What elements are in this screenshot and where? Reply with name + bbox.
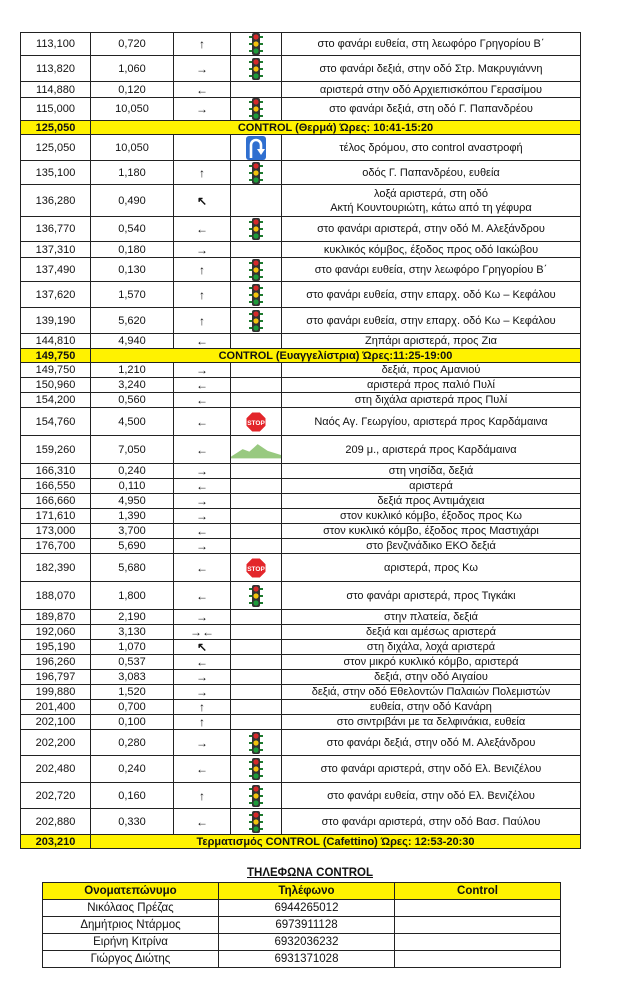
km-cell: 154,200 [21,393,91,408]
direction-arrow: ← [174,582,231,610]
route-row [21,161,581,185]
km-cell: 196,260 [21,655,91,670]
km-cell: 149,750 [21,363,91,378]
direction-arrow: ← [174,378,231,393]
traffic-light-icon [231,785,281,807]
roadbook-body [21,33,581,849]
distance-cell: 0,100 [91,715,174,730]
route-row [21,625,581,640]
traffic-light-icon [231,98,281,120]
phone-cell: 6973911128 [219,917,395,934]
km-cell: 171,610 [21,509,91,524]
direction-arrow: → [174,670,231,685]
route-row [21,334,581,349]
header-phone: Τηλέφωνο [219,883,395,900]
km-cell: 135,100 [21,161,91,185]
sign-icon-cell [231,539,282,554]
direction-arrow: ← [174,554,231,582]
distance-cell: 1,060 [91,56,174,82]
control-km: 203,210 [21,835,91,849]
sign-icon-cell [231,242,282,258]
sign-icon-cell [231,308,282,334]
direction-arrow: → [174,98,231,121]
phones-table [42,882,561,968]
instruction-cell: στη διχάλα αριστερά προς Πυλί [282,393,581,408]
route-row [21,464,581,479]
route-row [21,217,581,242]
km-cell: 154,760 [21,408,91,436]
control-km: 149,750 [21,349,91,363]
km-cell: 137,310 [21,242,91,258]
distance-cell: 0,180 [91,242,174,258]
distance-cell: 0,490 [91,185,174,217]
instruction-cell: κυκλικός κόμβος, έξοδος προς οδό Ιακώβου [282,242,581,258]
direction-arrow: ← [174,479,231,494]
km-cell: 196,797 [21,670,91,685]
instruction-cell: στο φανάρι αριστερά, στην οδό Βασ. Παύλου [282,809,581,835]
route-row [21,393,581,408]
sign-icon-cell [231,479,282,494]
sign-icon-cell [231,582,282,610]
distance-cell: 4,950 [91,494,174,509]
route-row [21,610,581,625]
route-row [21,582,581,610]
sign-icon-cell [231,436,282,464]
direction-arrow: →← [174,625,231,640]
u-turn-icon [231,136,281,160]
distance-cell: 2,190 [91,610,174,625]
distance-cell: 0,130 [91,258,174,282]
sign-icon-cell [231,185,282,217]
km-cell: 195,190 [21,640,91,655]
control-text: CONTROL (Ευαγγελίστρια) Ώρες:11:25-19:00 [91,349,581,363]
traffic-light-icon [231,811,281,833]
direction-arrow: → [174,509,231,524]
traffic-light-icon [231,758,281,780]
instruction-cell: δεξιά, προς Αμανιού [282,363,581,378]
distance-cell: 0,240 [91,756,174,783]
km-cell: 113,100 [21,33,91,56]
route-row [21,715,581,730]
sign-icon-cell [231,655,282,670]
sign-icon-cell [231,393,282,408]
direction-arrow: ← [174,82,231,98]
instruction-cell: Ζηπάρι αριστερά, προς Ζια [282,334,581,349]
sign-icon-cell [231,282,282,308]
km-cell: 176,700 [21,539,91,554]
sign-icon-cell [231,509,282,524]
direction-arrow: ← [174,655,231,670]
distance-cell: 10,050 [91,98,174,121]
phone-row [43,934,561,951]
traffic-light-icon [231,58,281,80]
route-row [21,509,581,524]
distance-cell: 10,050 [91,135,174,161]
direction-arrow: ← [174,809,231,835]
distance-cell: 0,110 [91,479,174,494]
km-cell: 173,000 [21,524,91,539]
distance-cell: 3,240 [91,378,174,393]
instruction-cell: στο φανάρι ευθεία, στην επαρχ. οδό Κω – Κεφάλου [282,282,581,308]
km-cell: 202,880 [21,809,91,835]
distance-cell: 7,050 [91,436,174,464]
distance-cell: 0,540 [91,217,174,242]
instruction-cell: στον μικρό κυκλικό κόμβο, αριστερά [282,655,581,670]
route-row [21,783,581,809]
direction-arrow: ↑ [174,308,231,334]
sign-icon-cell [231,98,282,121]
km-cell: 136,770 [21,217,91,242]
direction-arrow: → [174,539,231,554]
km-cell: 114,880 [21,82,91,98]
distance-cell: 1,800 [91,582,174,610]
route-row [21,494,581,509]
direction-arrow: ↑ [174,700,231,715]
phone-cell: 6932036232 [219,934,395,951]
distance-cell: 0,120 [91,82,174,98]
sign-icon-cell [231,554,282,582]
traffic-light-icon [231,310,281,332]
route-row [21,82,581,98]
direction-arrow: ↖ [174,185,231,217]
phone-cell: 6931371028 [219,951,395,968]
direction-arrow: ↑ [174,33,231,56]
sign-icon-cell [231,56,282,82]
km-cell: 166,310 [21,464,91,479]
route-row [21,554,581,582]
control-text: CONTROL (Θερμά) Ώρες: 10:41-15:20 [91,121,581,135]
instruction-cell: οδός Γ. Παπανδρέου, ευθεία [282,161,581,185]
km-cell: 150,960 [21,378,91,393]
instruction-cell: στο φανάρι ευθεία, στην λεωφόρο Γρηγορίου Β΄ [282,258,581,282]
km-cell: 166,550 [21,479,91,494]
direction-arrow: → [174,56,231,82]
km-cell: 136,280 [21,185,91,217]
svg-text:STOP: STOP [247,565,265,573]
route-row [21,363,581,378]
distance-cell: 1,070 [91,640,174,655]
instruction-cell: στο φανάρι ευθεία, στην οδό Ελ. Βενιζέλου [282,783,581,809]
distance-cell: 1,210 [91,363,174,378]
distance-cell: 0,700 [91,700,174,715]
name-cell: Ειρήνη Κιτρίνα [43,934,219,951]
sign-icon-cell [231,258,282,282]
instruction-cell: στο φανάρι ευθεία, στην επαρχ. οδό Κω – Κεφάλου [282,308,581,334]
sign-icon-cell [231,670,282,685]
instruction-cell: στο φανάρι δεξιά, στη οδό Γ. Παπανδρέου [282,98,581,121]
route-row [21,98,581,121]
direction-arrow: ↑ [174,258,231,282]
distance-cell: 4,500 [91,408,174,436]
phone-row [43,900,561,917]
km-cell: 113,820 [21,56,91,82]
instruction-cell: στο σιντριβάνι με τα δελφινάκια, ευθεία [282,715,581,730]
direction-arrow: ← [174,408,231,436]
sign-icon-cell [231,610,282,625]
direction-arrow: → [174,464,231,479]
km-cell: 139,190 [21,308,91,334]
header-name: Ονοματεπώνυμο [43,883,219,900]
distance-cell: 0,330 [91,809,174,835]
traffic-light-icon [231,284,281,306]
instruction-cell: αριστερά [282,479,581,494]
direction-arrow: ← [174,524,231,539]
sign-icon-cell [231,715,282,730]
sign-icon-cell [231,524,282,539]
direction-arrow: ↑ [174,715,231,730]
route-row [21,524,581,539]
direction-arrow: → [174,730,231,756]
traffic-light-icon [231,732,281,754]
traffic-light-icon [231,218,281,240]
sign-icon-cell [231,378,282,393]
route-row [21,258,581,282]
sign-icon-cell [231,33,282,56]
km-cell: 115,000 [21,98,91,121]
name-cell: Νικόλαος Πρέζας [43,900,219,917]
distance-cell: 0,240 [91,464,174,479]
direction-arrow: → [174,363,231,378]
direction-arrow: → [174,610,231,625]
sign-icon-cell [231,730,282,756]
instruction-cell: στον κυκλικό κόμβο, έξοδος προς Μαστιχάρι [282,524,581,539]
distance-cell: 3,700 [91,524,174,539]
km-cell: 144,810 [21,334,91,349]
name-cell: Γιώργος Διώτης [43,951,219,968]
phone-cell: 6944265012 [219,900,395,917]
route-row [21,685,581,700]
sign-icon-cell [231,363,282,378]
route-row [21,308,581,334]
route-row [21,479,581,494]
route-row [21,730,581,756]
direction-arrow: ↑ [174,783,231,809]
distance-cell: 1,180 [91,161,174,185]
distance-cell: 4,940 [91,334,174,349]
instruction-cell: στο φανάρι αριστερά, στην οδό Ελ. Βενιζέλου [282,756,581,783]
traffic-light-icon [231,162,281,184]
instruction-cell: αριστερά προς παλιό Πυλί [282,378,581,393]
control-km: 125,050 [21,121,91,135]
route-row [21,33,581,56]
phones-body [43,900,561,968]
sign-icon-cell [231,783,282,809]
route-row [21,655,581,670]
direction-arrow: ← [174,756,231,783]
control-row [21,121,581,135]
km-cell: 199,880 [21,685,91,700]
route-row [21,135,581,161]
km-cell: 137,620 [21,282,91,308]
sign-icon-cell [231,494,282,509]
km-cell: 202,200 [21,730,91,756]
sign-icon-cell [231,700,282,715]
km-cell: 182,390 [21,554,91,582]
control-row [21,349,581,363]
sign-icon-cell [231,82,282,98]
stop-sign-icon [231,411,281,433]
direction-arrow: ↑ [174,161,231,185]
direction-arrow: ← [174,334,231,349]
control-text: Τερματισμός CONTROL (Cafettino) Ώρες: 12:53-20:30 [91,835,581,849]
km-cell: 202,480 [21,756,91,783]
traffic-light-icon [231,585,281,607]
name-cell: Δημήτριος Ντάρμος [43,917,219,934]
direction-arrow: → [174,494,231,509]
instruction-cell: 209 μ., αριστερά προς Καρδάμαινα [282,436,581,464]
route-row [21,378,581,393]
sign-icon-cell [231,685,282,700]
sign-icon-cell [231,334,282,349]
sign-icon-cell [231,640,282,655]
km-cell: 125,050 [21,135,91,161]
phone-row [43,951,561,968]
route-row [21,809,581,835]
direction-arrow: ← [174,393,231,408]
control-row [21,835,581,849]
distance-cell: 5,690 [91,539,174,554]
control-cell [395,900,561,917]
direction-arrow [174,135,231,161]
instruction-cell: στο φανάρι δεξιά, στην οδό Στρ. Μακρυγιάννη [282,56,581,82]
instruction-cell: στη διχάλα, λοχά αριστερά [282,640,581,655]
route-row [21,242,581,258]
km-cell: 166,660 [21,494,91,509]
header-control: Control [395,883,561,900]
route-row [21,756,581,783]
km-cell: 201,400 [21,700,91,715]
phone-row [43,917,561,934]
distance-cell: 0,280 [91,730,174,756]
control-cell [395,917,561,934]
direction-arrow: ← [174,217,231,242]
instruction-cell: δεξιά, στην οδό Εθελοντών Παλαιών Πολεμιστών [282,685,581,700]
hill-icon [231,440,281,460]
km-cell: 159,260 [21,436,91,464]
sign-icon-cell [231,756,282,783]
distance-cell: 5,620 [91,308,174,334]
km-cell: 188,070 [21,582,91,610]
route-row [21,282,581,308]
instruction-cell: στην πλατεία, δεξιά [282,610,581,625]
direction-arrow: ↑ [174,282,231,308]
distance-cell: 3,083 [91,670,174,685]
km-cell: 192,060 [21,625,91,640]
control-cell [395,934,561,951]
instruction-cell: στο φανάρι αριστερά, προς Τιγκάκι [282,582,581,610]
phones-title: ΤΗΛΕΦΩΝΑ CONTROL [247,867,373,879]
route-row [21,670,581,685]
sign-icon-cell [231,217,282,242]
instruction-cell: στο φανάρι δεξιά, στην οδό Μ. Αλεξάνδρου [282,730,581,756]
control-cell [395,951,561,968]
sign-icon-cell [231,809,282,835]
route-row [21,700,581,715]
distance-cell: 0,560 [91,393,174,408]
roadbook-table [20,32,581,849]
instruction-cell: Ναός Αγ. Γεωργίου, αριστερά προς Καρδάμαινα [282,408,581,436]
km-cell: 202,720 [21,783,91,809]
instruction-cell: στο φανάρι ευθεία, στη λεωφόρο Γρηγορίου Β΄ [282,33,581,56]
direction-arrow: → [174,685,231,700]
sign-icon-cell [231,464,282,479]
route-row [21,539,581,554]
sign-icon-cell [231,408,282,436]
instruction-cell: αριστερά, προς Κω [282,554,581,582]
distance-cell: 0,160 [91,783,174,809]
distance-cell: 1,570 [91,282,174,308]
sign-icon-cell [231,161,282,185]
direction-arrow: ← [174,436,231,464]
route-row [21,185,581,217]
route-row [21,408,581,436]
route-row [21,56,581,82]
instruction-cell: ευθεία, στην οδό Κανάρη [282,700,581,715]
instruction-cell: στο φανάρι αριστερά, στην οδό Μ. Αλεξάνδρου [282,217,581,242]
instruction-cell: λοξά αριστερά, στη οδό Ακτή Κουντουριώτη, κάτω από τη γέφυρα [282,185,581,217]
route-row [21,436,581,464]
sign-icon-cell [231,135,282,161]
direction-arrow: → [174,242,231,258]
distance-cell: 1,390 [91,509,174,524]
traffic-light-icon [231,33,281,55]
phones-header-row [43,883,561,900]
svg-text:STOP: STOP [247,419,265,427]
route-row [21,640,581,655]
direction-arrow: ↖ [174,640,231,655]
instruction-cell: δεξιά, στην οδό Αιγαίου [282,670,581,685]
km-cell: 137,490 [21,258,91,282]
distance-cell: 1,520 [91,685,174,700]
instruction-cell: στον κυκλικό κόμβο, έξοδος προς Κω [282,509,581,524]
instruction-cell: δεξιά προς Αντιμάχεια [282,494,581,509]
traffic-light-icon [231,259,281,281]
distance-cell: 0,720 [91,33,174,56]
instruction-cell: τέλος δρόμου, στο control αναστροφή [282,135,581,161]
instruction-cell: δεξιά και αμέσως αριστερά [282,625,581,640]
distance-cell: 0,537 [91,655,174,670]
km-cell: 189,870 [21,610,91,625]
instruction-cell: στο βενζινάδικο ΕΚΟ δεξιά [282,539,581,554]
stop-sign-icon [231,557,281,579]
instruction-cell: αριστερά στην οδό Αρχιεπισκόπου Γερασίμου [282,82,581,98]
sign-icon-cell [231,625,282,640]
km-cell: 202,100 [21,715,91,730]
distance-cell: 5,680 [91,554,174,582]
instruction-cell: στη νησίδα, δεξιά [282,464,581,479]
distance-cell: 3,130 [91,625,174,640]
